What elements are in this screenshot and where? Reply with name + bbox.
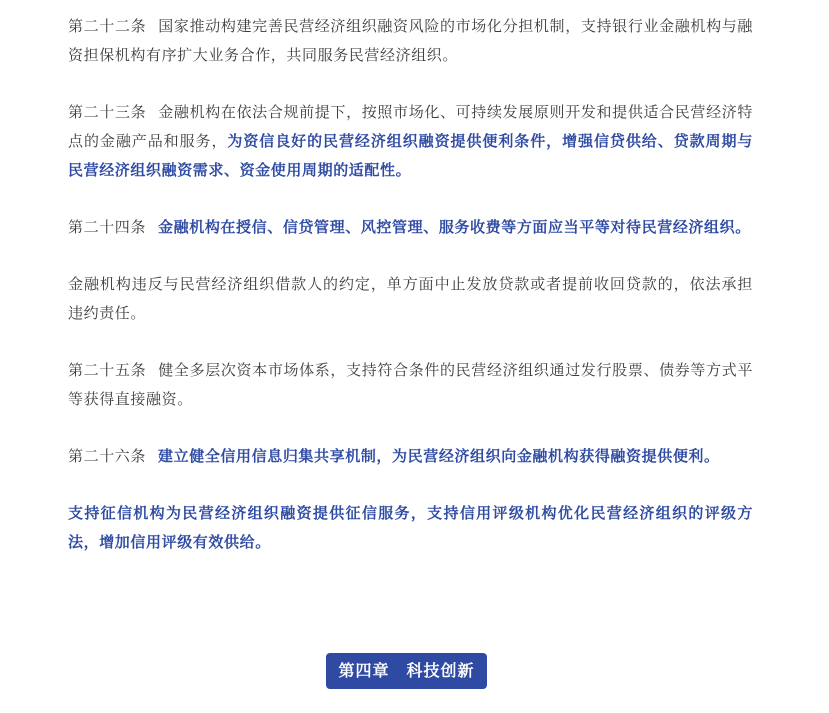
article-text: 国家推动构建完善民营经济组织融资风险的市场化分担机制，支持银行业金融机构与融资担保机构有序扩大业务合作，共同服务民营经济组织。 — [68, 17, 753, 64]
article-22 — [68, 12, 753, 70]
article-highlight: 支持征信机构为民营经济组织融资提供征信服务，支持信用评级机构优化民营经济组织的评级方法，增加信用评级有效供给。 — [68, 504, 753, 551]
article-label: 第二十二条 — [68, 17, 147, 35]
article-label: 第二十五条 — [68, 361, 147, 379]
article-label: 第二十六条 — [68, 447, 147, 465]
article-25 — [68, 356, 753, 414]
article-highlight: 建立健全信用信息归集共享机制，为民营经济组织向金融机构获得融资提供便利。 — [158, 447, 720, 465]
article-text: 金融机构违反与民营经济组织借款人的约定，单方面中止发放贷款或者提前收回贷款的，依法承担违约责任。 — [68, 275, 753, 322]
article-26 — [68, 442, 753, 471]
article-label: 第二十三条 — [68, 103, 147, 121]
article-24 — [68, 213, 753, 242]
chapter-heading-badge: 第四章 科技创新 — [326, 653, 486, 689]
article-23 — [68, 98, 753, 185]
article-text: 金融机构在依法合规前提下，按照市场化、可持续发展原则开发和提供适合民营经济特点的金融产品和服务， — [68, 103, 753, 150]
article-highlight: 金融机构在授信、信贷管理、风控管理、服务收费等方面应当平等对待民营经济组织。 — [158, 218, 751, 236]
article-highlight: 为资信良好的民营经济组织融资提供便利条件，增强信贷供给、贷款周期与民营经济组织融资需求、资金使用周期的适配性。 — [68, 132, 753, 179]
chapter-heading-wrap — [0, 653, 813, 689]
article-26-clause-2 — [68, 499, 753, 557]
article-text: 健全多层次资本市场体系，支持符合条件的民营经济组织通过发行股票、债券等方式平等获得直接融资。 — [68, 361, 753, 408]
article-body — [68, 12, 753, 585]
article-24-clause-2 — [68, 270, 753, 328]
article-label: 第二十四条 — [68, 218, 147, 236]
